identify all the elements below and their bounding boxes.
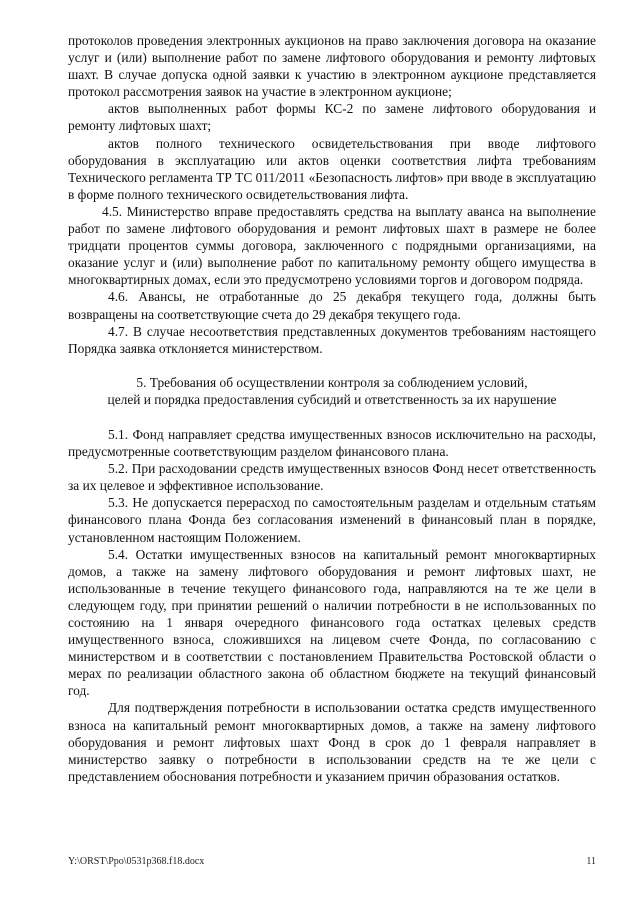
paragraph-5-2: 5.2. При расходовании средств имущественных взносов Фонд несет ответственность за их целевое и эффективное использование.: [68, 461, 596, 494]
paragraph-continuation: протоколов проведения электронных аукционов на право заключения договора на оказание услуг и (или) выполнение работ по замене лифтового оборудования и ремонту лифтовых шахт. В случае допуска одной заявки к участию в электронном аукционе представляется протокол рассмотрения заявок на участие в электронном аукционе;: [68, 33, 596, 100]
spacer: [68, 357, 596, 374]
paragraph-4-6: 4.6. Авансы, не отработанные до 25 декабря текущего года, должны быть возвращены на соответствующие счета до 29 декабря текущего года.: [68, 289, 596, 322]
paragraph-5-1: 5.1. Фонд направляет средства имущественных взносов исключительно на расходы, предусмотренные соответствующим разделом финансового плана.: [68, 426, 596, 460]
paragraph-5-3: 5.3. Не допускается перерасход по самостоятельным разделам и отдельным статьям финансового плана Фонда без согласования изменений в финансовый план в порядке, установленном настоящим Положением.: [68, 495, 596, 545]
footer-page-number: 11: [586, 856, 596, 867]
section-heading-line2: целей и порядка предоставления субсидий и ответственность за их нарушение: [107, 391, 557, 407]
spacer: [68, 408, 596, 426]
paragraph-5-4: 5.4. Остатки имущественных взносов на капитальный ремонт многоквартирных домов, а также на замену лифтового оборудования и ремонт лифтовых шахт, не использованные в течение текущего финансового года, направляются на те же цели в следующем году, при принятии решений о наличии потребности в не использованных по состоянию на 1 января очередного финансового года остатках целевых средств имущественного взноса, сложившихся на лицевом счете Фонда, по согласованию с министерством и в соответствии с постановлением Правительства Ростовской области о мерах по реализации областного закона об областном бюджете на текущий финансовый год.: [68, 546, 596, 699]
document-body: [68, 32, 596, 785]
footer-file-path: Y:\ORST\Ppo\0531p368.f18.docx: [68, 856, 205, 867]
paragraph-confirmation: Для подтверждения потребности в использовании остатка средств имущественного взноса на капитальный ремонт многоквартирных домов, а также на замену лифтового оборудования и ремонт лифтовых шахт Фонд в срок до 1 февраля направляет в министерство заявку о потребности в использовании средств на те же цели с представлением обоснования потребности и указанием причин образования остатков.: [68, 700, 596, 784]
paragraph-4-5: 4.5. Министерство вправе предоставлять средства на выплату аванса на выполнение работ по замене лифтового оборудования и ремонт лифтовых шахт в размере не более тридцати процентов суммы договора, заключенного с подрядными организациями, на оказание услуг и (или) выполнение работ по капитальному ремонту общего имущества в многоквартирных домах, если это предусмотрено условиями торгов и договором подряда.: [68, 203, 596, 288]
paragraph-ks2-acts: актов выполненных работ формы КС-2 по замене лифтового оборудования и ремонту лифтовых шахт;: [68, 101, 596, 134]
paragraph-4-7: 4.7. В случае несоответствия представленных документов требованиям настоящего Порядка заявка отклоняется министерством.: [68, 323, 596, 356]
paragraph-inspection-acts: актов полного технического освидетельствования при вводе лифтового оборудования в эксплуатацию или актов оценки соответствия лифта требованиям Технического регламента ТР ТС 011/2011 «Безопасность лифтов» при вводе в эксплуатацию в форме полного технического освидетельствования лифта.: [68, 135, 596, 202]
section-heading-line1: 5. Требования об осуществлении контроля за соблюдением условий,: [136, 374, 528, 390]
